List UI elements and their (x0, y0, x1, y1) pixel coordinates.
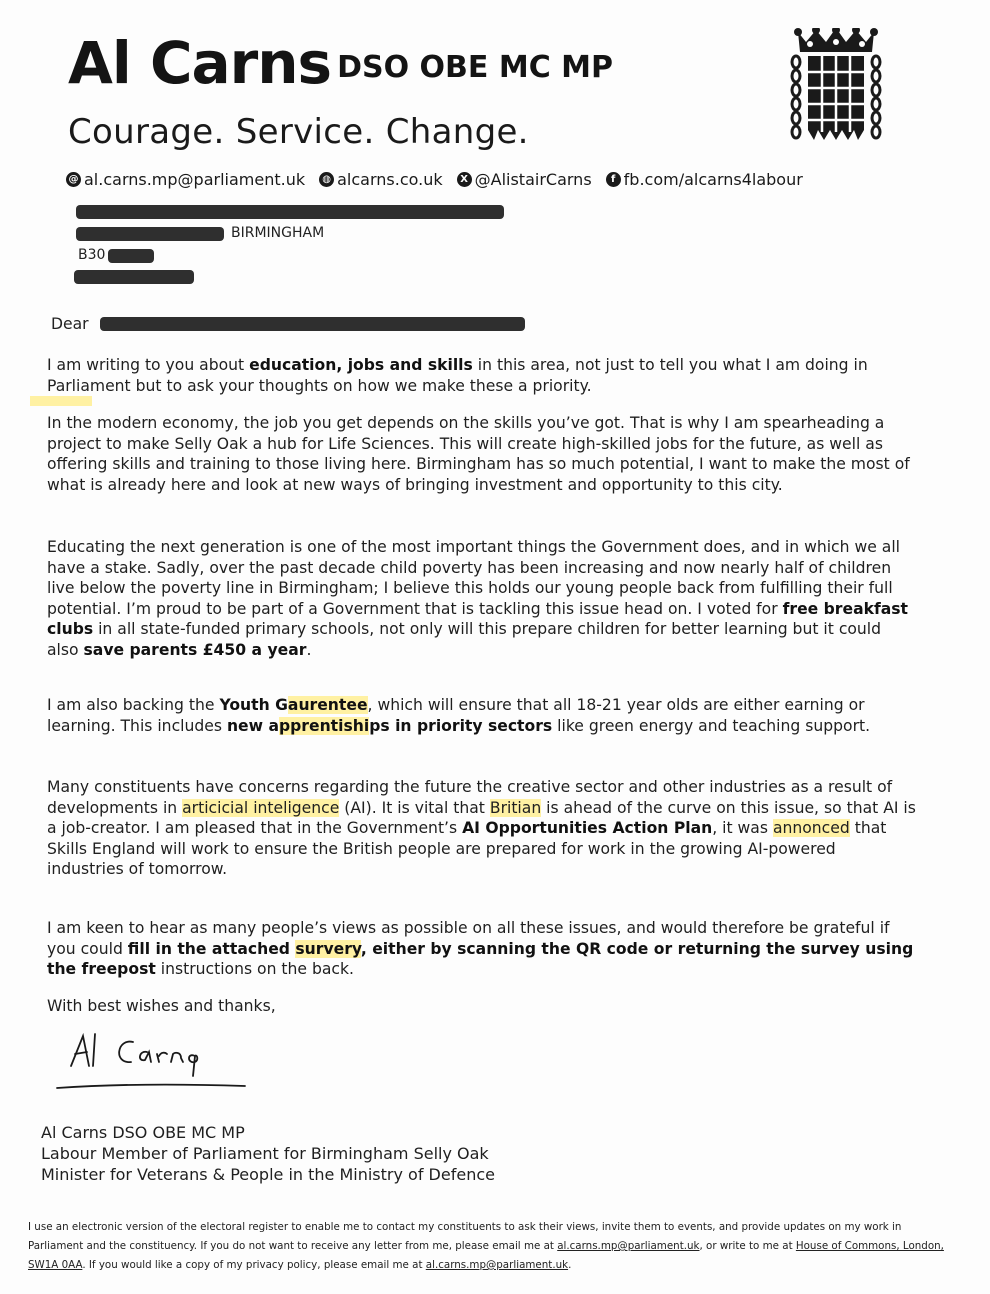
redacted-address-line-2 (76, 227, 224, 241)
x-icon: X (457, 172, 472, 187)
paragraph-ai: Many constituents have concerns regarding the future the creative sector and other industries as a result of developments in articicial inteligence (AI). It is vital that Britian is ahead of the curve on this issue, so that AI is a job-creator. I am pleased that in the Government’s AI Opportunities Action Plan, it was annonced that Skills England will work to ensure the British people are prepared for work in the growing AI-powered industries of tomorrow. (47, 778, 916, 878)
contact-email[interactable] (66, 170, 305, 189)
sign-off-ministerial-role: Minister for Veterans & People in the Ministry of Defence (41, 1165, 495, 1184)
bold-youth-guarantee: Youth Gaurentee (219, 696, 368, 714)
paragraph-survey: I am keen to hear as many people’s views as possible on all these issues, and would therefore be grateful if you could fill in the attached survery, either by scanning the QR code or returning the survey using the freepost instructions on the back. (47, 919, 914, 978)
contact-website-text: alcarns.co.uk (337, 170, 443, 189)
footer-email-link[interactable]: al.carns.mp@parliament.uk (557, 1240, 700, 1252)
paragraph-youth-guarantee: I am also backing the Youth Gaurentee, which will ensure that all 18-21 year olds are either earning or learning. This includes new apprentiships in priority sectors like green energy and teaching support. (47, 696, 871, 735)
portcullis-logo (788, 28, 884, 154)
contact-facebook-text: fb.com/alcarns4labour (623, 170, 803, 189)
address-postcode: B30 (78, 247, 106, 263)
sign-off (41, 1122, 495, 1185)
mp-name: Al Carns (68, 29, 332, 97)
paragraph-intro: I am writing to you about education, jobs and skills in this area, not just to tell you what I am doing in Parliament but to ask your thoughts on how we make these a priority. (47, 356, 868, 395)
highlight-britain: Britian (489, 798, 542, 817)
contact-row (66, 170, 803, 189)
paragraph-education: Educating the next generation is one of the most important things the Government does, and in which we all have a stake. Sadly, over the past decade child poverty has been increasing and now nearly half of children live below the poverty line in Birmingham; I believe this holds our young people back from fulfilling their full potential. I’m proud to be part of a Government that is tackling this issue head on. I voted for free breakfast clubs in all state-funded primary schools, not only will this prepare children for better learning but it could also save parents £450 a year. (47, 538, 909, 659)
contact-x-text: @AlistairCarns (474, 170, 592, 189)
paragraph-economy: In the modern economy, the job you get depends on the skills you’ve got. That is why I am spearheading a project to make Selly Oak a hub for Life Sciences. This will create high-skilled jobs for the future, as well as offering skills and training to those living here. Birmingham has so much potential, I want to make the most of what is already here and look at new ways of bringing investment and opportunity to this city. (47, 414, 910, 494)
bold-save-parents: save parents £450 a year (83, 640, 307, 659)
highlight-artificial-intelligence: articicial inteligence (182, 798, 340, 817)
highlight-announced: annonced (772, 819, 850, 837)
facebook-icon: f (606, 172, 621, 187)
letterhead-name (68, 29, 614, 97)
bold-ai-action-plan: AI Opportunities Action Plan (462, 819, 713, 837)
redacted-postcode (108, 249, 154, 263)
contact-facebook[interactable] (606, 170, 803, 189)
tagline: Courage. Service. Change. (68, 112, 529, 152)
footer-email-link-2[interactable]: al.carns.mp@parliament.uk (425, 1259, 569, 1271)
sign-off-constituency: Labour Member of Parliament for Birmingham Selly Oak (41, 1144, 489, 1163)
handwritten-signature (55, 1028, 255, 1098)
email-icon: @ (66, 172, 81, 187)
bold-education-jobs-skills: education, jobs and skills (249, 356, 473, 374)
salutation-text: Dear (51, 315, 89, 333)
redacted-address-line-1 (76, 205, 504, 219)
bold-breakfast-clubs: free breakfast clubs (47, 599, 909, 638)
footer-address: House of Commons, London, SW1A 0AA (28, 1240, 944, 1271)
web-icon: ◍ (319, 172, 334, 187)
bold-survey-request: fill in the attached survery, either by scanning the QR code or returning the survey using the freepost (47, 939, 914, 978)
address-city: BIRMINGHAM (231, 225, 325, 241)
redacted-recipient-name (100, 317, 525, 331)
contact-website[interactable] (319, 170, 443, 189)
highlighter-mark (30, 396, 92, 406)
postnominals: DSO OBE MC MP (337, 50, 614, 85)
privacy-footer: I use an electronic version of the electoral register to enable me to contact my constituents to ask their views, invite them to events, and provide updates on my work in Parliament and the constituency. If you do not want to receive any letter from me, please email me at al.carns.mp@parliament.uk, or write to me at House of Commons, London, SW1A 0AA. If you would like a copy of my privacy policy, please email me at al.carns.mp@parliament.uk. (28, 1221, 944, 1271)
sign-off-name: Al Carns DSO OBE MC MP (41, 1123, 245, 1142)
redacted-address-line-4 (74, 270, 194, 284)
contact-email-text: al.carns.mp@parliament.uk (84, 170, 306, 189)
salutation (51, 315, 89, 333)
bold-apprenticeships: new apprentiships in priority sectors (226, 716, 553, 735)
contact-x[interactable] (457, 170, 592, 189)
closing: With best wishes and thanks, (47, 997, 276, 1015)
